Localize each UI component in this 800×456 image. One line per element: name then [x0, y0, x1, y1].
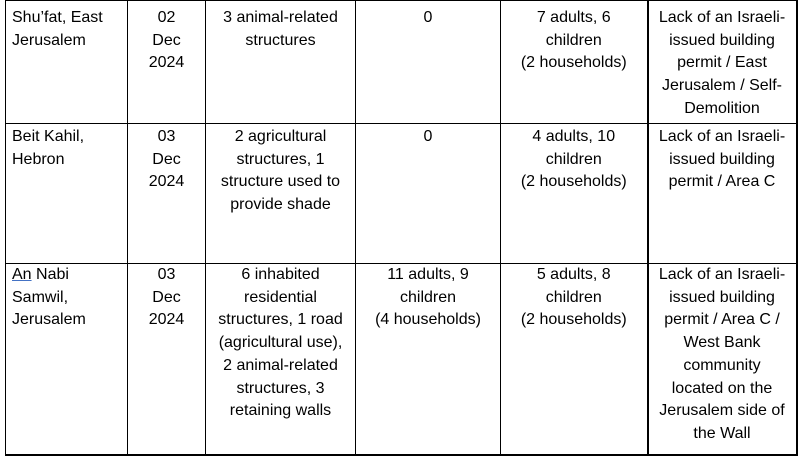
reason-line: located on the [671, 379, 773, 397]
displaced-line: (4 households) [375, 311, 481, 329]
structures-cell [206, 124, 356, 264]
affected-cell [501, 264, 648, 455]
date-line: 03 [157, 128, 176, 145]
date-cell [128, 264, 206, 455]
date-line: Dec [152, 31, 181, 49]
reason-line: Lack of an Israeli- [658, 128, 786, 145]
structures-cell [206, 1, 356, 124]
reason-line: Lack of an Israeli- [658, 266, 786, 283]
affected-line: 4 adults, 10 [532, 128, 616, 145]
structures-line: structures, 1 road [218, 311, 343, 329]
location-line [12, 264, 121, 287]
structures-line: retaining walls [229, 402, 332, 420]
displaced-line: children [399, 288, 457, 306]
reason-line: Jerusalem side of [659, 402, 785, 420]
reason-line: West Bank [683, 334, 761, 352]
structures-line: structures, 3 [236, 379, 325, 397]
table-row [6, 1, 797, 124]
date-line: 02 [157, 9, 176, 26]
displaced-line: 0 [423, 9, 433, 26]
location-line: Jerusalem [12, 311, 86, 329]
table-row [6, 124, 797, 264]
location-word: Nabi [31, 266, 69, 283]
reason-line: issued building [669, 288, 775, 306]
reason-line: Demolition [684, 99, 760, 117]
affected-line: (2 households) [520, 54, 627, 72]
reason-line: permit / Area C / [664, 311, 780, 329]
reason-cell [648, 124, 797, 264]
reason-line: permit / Area C [668, 173, 776, 191]
location-cell [6, 1, 128, 124]
date-line: 03 [157, 266, 176, 283]
spelling-flagged-word: An [12, 266, 32, 283]
displaced-cell [356, 1, 501, 124]
affected-line: children [545, 150, 602, 168]
affected-line: (2 households) [520, 311, 627, 329]
reason-cell [648, 1, 797, 124]
location-line: Beit Kahil, [12, 128, 85, 145]
structures-line: structures, 1 [236, 150, 325, 168]
date-line: 2024 [148, 173, 185, 191]
demolitions-table [5, 0, 798, 456]
date-line: Dec [152, 288, 181, 306]
date-line: Dec [152, 150, 181, 168]
structures-line: 2 agricultural [234, 128, 327, 145]
displaced-cell [356, 264, 501, 455]
structures-line: structures [245, 31, 316, 49]
reason-line: community [683, 356, 761, 374]
displaced-cell [356, 124, 501, 264]
location-line: Jerusalem [12, 31, 86, 49]
location-cell [6, 124, 128, 264]
structures-line: (agricultural use), [218, 334, 343, 352]
reason-line: Lack of an Israeli- [658, 9, 786, 26]
affected-line: 5 adults, 8 [536, 266, 611, 283]
affected-line: children [545, 31, 602, 49]
date-cell [128, 1, 206, 124]
affected-cell [501, 124, 648, 264]
affected-line: (2 households) [520, 173, 627, 191]
structures-line: structure used to [220, 173, 341, 191]
reason-line: issued building [669, 31, 775, 49]
structures-line: 6 inhabited [241, 266, 320, 283]
location-line: Samwil, [12, 288, 69, 306]
reason-line: Jerusalem / Self- [661, 77, 783, 95]
reason-line: the Wall [693, 424, 751, 442]
location-line: Hebron [12, 150, 65, 168]
displaced-line: 0 [423, 128, 433, 145]
reason-line: permit / East [677, 54, 767, 72]
location-line: Shu’fat, East [12, 9, 103, 26]
location-cell [6, 264, 128, 455]
date-line: 2024 [148, 54, 185, 72]
structures-line: 3 animal-related [223, 9, 338, 26]
affected-line: 7 adults, 6 [536, 9, 611, 26]
reason-line: issued building [669, 150, 775, 168]
date-line: 2024 [148, 311, 185, 329]
structures-cell [206, 264, 356, 455]
affected-cell [501, 1, 648, 124]
reason-cell [648, 264, 797, 455]
structures-line: 2 animal-related [223, 356, 338, 374]
affected-line: children [545, 288, 602, 306]
date-cell [128, 124, 206, 264]
displaced-line: 11 adults, 9 [387, 266, 469, 283]
structures-line: provide shade [230, 196, 331, 214]
structures-line: residential [244, 288, 317, 306]
table-row [6, 264, 797, 455]
